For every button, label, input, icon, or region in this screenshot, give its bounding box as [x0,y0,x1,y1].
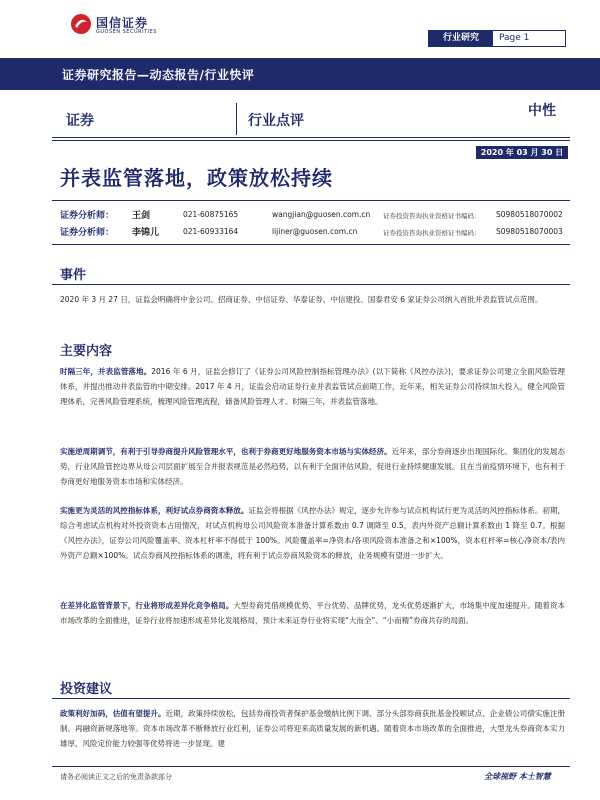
divider [52,137,570,138]
paragraph-text: 近期，政策持续放松，包括券商投资者保护基金缴纳比例下调、部分头部券商获批基金投顾试点、企业债公司债实施注册制、再融资新规落地等。资本市场改革不断释放行业红利，证券公司将迎来高质量发展的新机遇。随着资本市场改革的全面推进，大型龙头券商资本实力雄厚，风险定价能力较强等优势将进一步显现。建 [60,709,565,748]
paragraph-lead: 实施更为灵活的风控指标体系，利好试点券商资本释放。 [60,506,249,515]
event-paragraph: 2020 年 3 月 27 日，证监会明确将中金公司、招商证券、中信证券、华泰证券、中信建投、国泰君安 6 家证券公司纳入首批并表监管试点范围。 [60,295,543,304]
analyst-phone: 021-60933164 [183,227,239,236]
report-category-label: 行业研究 [429,31,493,46]
section-heading-advice: 投资建议 [60,682,113,697]
main-paragraph [60,503,565,563]
section-divider [52,698,570,699]
analyst-email[interactable]: wangjian@guosen.com.cn [272,210,371,219]
report-date: 2020 年 03 月 30 日 [476,146,568,159]
page-title: 并表监管落地，政策放松持续 [60,166,333,190]
divider [52,200,570,201]
section-heading-main: 主要内容 [60,344,113,359]
analyst-row [60,208,114,221]
footer-slogan: 全球视野 本土智慧 [484,772,551,781]
page-number: Page 1 [499,33,530,43]
footer-disclaimer: 请务必阅读正文之后的免责条款部分 [60,773,172,781]
logo-text: 国信证券 [96,16,149,30]
divider [52,140,570,141]
sector-label: 证券 [66,113,94,129]
advice-paragraph [60,706,565,751]
rating: 中性 [528,103,556,119]
analyst-label: 证券分析师： [60,211,115,221]
logo-subtext: GUOSEN SECURITIES [96,29,157,35]
cert-number: S0980518070003 [496,227,563,236]
main-paragraph [60,364,565,409]
cert-label: 证券投资咨询执业资格证书编码： [383,212,481,220]
header-divider [236,103,237,135]
analyst-phone: 021-60875165 [183,210,239,219]
paragraph-text: 2016 年 6 月，证监会修订了《证券公司风险控制指标管理办法》(以下简称《风控办法》)，要求证券公司建立全面风险管理体系，并提出推动并表监管的中期安排。2017 年 4 月，证监会启动证券行业并表监管试点前期工作，近年来，相关证券公司持续加大投入，健全风险管理体系，完善风险管理系统，梳理风险管理流程，储备风险管理人才。时隔三年，并表监管落地。 [60,367,565,406]
guosen-logo-icon [70,13,92,35]
paragraph-lead: 政策利好加码，估值有望提升。 [60,709,166,718]
cert-label: 证券投资咨询执业资格证书编码： [383,229,481,237]
report-tab [428,30,566,47]
paragraph-lead: 实施逆周期调节，有利于引导券商提升风险管理水平，也利于券商更好地服务资本市场与实体经济。 [60,447,392,456]
analyst-email[interactable]: lijiner@guosen.com.cn [272,227,358,236]
footer-divider [52,766,570,767]
paragraph-lead: 时隔三年，并表监管落地。 [60,367,152,376]
cert-number: S0980518070002 [496,210,563,219]
report-type: 行业点评 [248,113,304,129]
main-paragraph [60,444,565,489]
analyst-row [60,225,114,238]
paragraph-text: 大型券商凭借规模优势、平台优势、品牌优势，龙头优势逐渐扩大，市场集中度加速提升。随着资本市场改革的全面推进，证券行业将加速形成差异化发展格局，预计未来证券行业将实现“大而全”、“小而精”券商共存的局面。 [60,601,566,625]
banner-text: 证券研究报告—动态报告/行业快评 [62,68,255,82]
section-divider [52,284,570,285]
analyst-label: 证券分析师： [60,228,115,238]
paragraph-lead: 在差异化监管背景下，行业将形成差异化竞争格局。 [60,601,234,610]
section-heading-event: 事件 [60,268,87,283]
paragraph-text: 近年来，部分券商逐步出现国际化、集团化的发展态势，行业风险管控边界从母公司层面扩展至合并报表规范是必然趋势，以有利于全面评估风险，促进行业持续健康发展。且在当前疫情环境下，也有利于券商更好地服务资本市场和实体经济。 [60,447,566,486]
divider [52,244,570,245]
analyst-name: 李锦儿 [132,228,160,238]
main-paragraph [60,598,565,628]
analyst-name: 王剑 [132,211,151,221]
paragraph-text: 证监会将根据《风控办法》规定，逐步允许参与试点机构试行更为灵活的风控指标体系。初期，综合考虑试点机构对外投资资本占用情况，对试点机构母公司风险资本准备计算系数由 0.7 调降至 0.5，表内外资产总额计算系数由 1 降至 0.7。根据《风控办法》，证券公司风险覆盖率、资本杠杆率不得低于 100%。风险覆盖率=净资本/各项风险资本准备之和×100%，资本杠杆率=核心净资本/表内外资产总额×100%。试点券商风控指标体系的调准，将有利于试点券商风险资本的释放，业务规模有望进一步扩大。 [60,506,566,560]
